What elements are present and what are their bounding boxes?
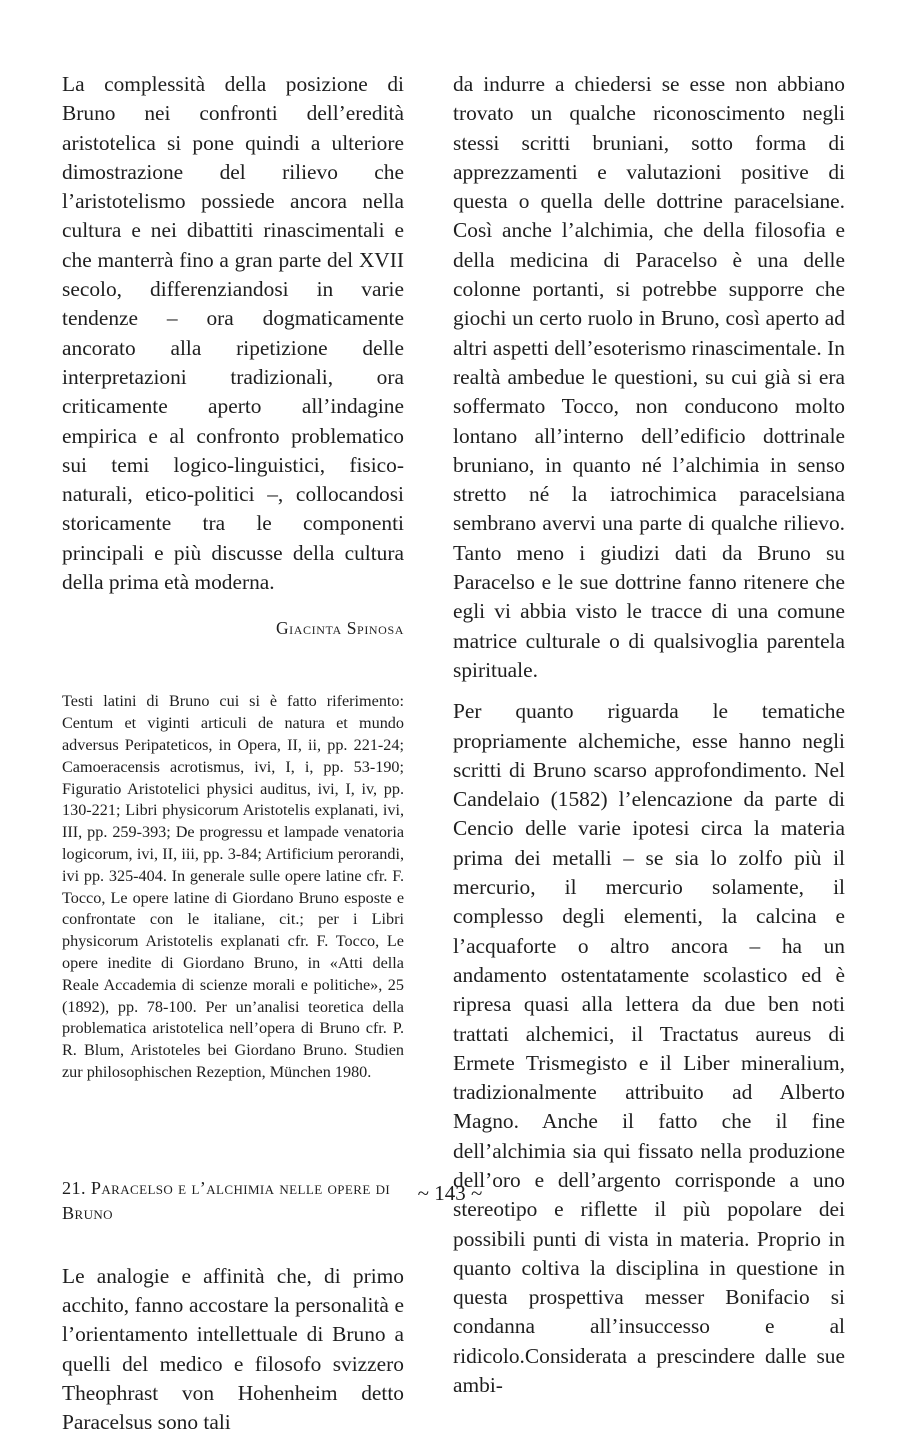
bibliography-note — [62, 691, 404, 1083]
section-paragraph: Le analogie e affinità che, di primo acchito, fanno accostare la personalità e l’orientamento intellettuale di Bruno a quelli del medico e filosofo svizzero Theophrast von Hohenheim detto Paracelsus sono tali — [62, 1263, 404, 1435]
section-heading: 21. Paracelso e l’alchimia nelle opere di Bruno — [62, 1177, 391, 1223]
left-paragraph-1: La complessità della posizione di Bruno nei confronti dell’eredità aristotelica si pone quindi a ulteriore dimostrazione del rilievo che l’aristotelismo possiede ancora nella cultura e nei dibattiti rinascimentali e che manterrà fino a gran parte del XVII secolo, differenziandosi in varie tendenze – ora dogmaticamente ancorato alla ripetizione delle interpretazioni tradizionali, ora criticamente aperto all’indagine empirica e al confronto problematico sui temi logico-linguistici, fisico-naturali, etico-politici –, collocandosi storicamente tra le componenti principali e più discusse della cultura della prima età moderna. — [62, 72, 404, 595]
left-column — [62, 70, 404, 1437]
page-number: ~ 143 ~ — [417, 1181, 483, 1205]
bibliography-note-text: Testi latini di Bruno cui si è fatto riferimento: Centum et viginti articuli de natura et mundo adversus Peripateticos, in Opera, II, ii, pp. 221-24; Camoeracensis acrotismus, ivi, I, i, pp. 53-190; Figuratio Aristotelici physici auditus, ivi, I, iv, pp. 130-221; Libri physicorum Aristotelis explanati, ivi, III, pp. 259-393; De progressu et lampade venatoria logicorum, ivi, II, iii, pp. 3-84; Artificium perorandi, ivi pp. 325-404. In generale sulle opere latine cfr. F. Tocco, Le opere latine di Giordano Bruno esposte e confrontate con le italiane, cit.; per i Libri physicorum Aristotelis explanati cfr. F. Tocco, Le opere inedite di Giordano Bruno, in «Atti della Reale Accademia di scienze morali e politiche», 25 (1892), pp. 78-100. Per un’analisi teoretica della problematica aristotelica nell’opera di Bruno cfr. P. R. Blum, Aristoteles bei Giordano Bruno. Studien zur philosophischen Rezeption, München 1980. — [62, 692, 404, 1081]
right-paragraph-1: da indurre a chiedersi se esse non abbiano trovato un qualche riconoscimento negli stessi scritti bruniani, sotto forma di apprezzamenti e valutazioni positive di questa o quella delle dottrine paracelsiane. Così anche l’alchimia, che della filosofia e della medicina di Paracelso è una delle colonne portanti, si potrebbe supporre che giochi un certo ruolo in Bruno, così aperto ad altri aspetti dell’esoterismo rinascimentale. In realtà ambedue le questioni, su cui già si era soffermato Tocco, non conducono molto lontano all’interno dell’edificio dottrinale bruniano, in quanto né l’alchimia in senso stretto né la iatrochimica paracelsiana sembrano avervi una parte di qualche rilievo. Tanto meno i giudizi dati da Bruno su Paracelso e le sue dottrine fanno ritenere che egli vi abbia visto le tracce di una comune matrice culturale o di qualsivoglia parentela spirituale. — [453, 72, 845, 682]
author-signature: Giacinta Spinosa — [275, 618, 404, 639]
right-paragraph-2: Per quanto riguarda le tematiche propriamente alchemiche, esse hanno negli scritti di Bruno scarso approfondimento. Nel Candelaio (1582) l’elencazione da parte di Cencio delle varie ipotesi circa la materia prima dei metalli – se sia lo zolfo più il mercurio, il mercurio solamente, il complesso degli elementi, la calcina e l’acquaforte o altro ancora – ha un andamento ostentatamente scolastico ed è ripresa quasi alla lettera da due ben noti trattati alchemici, il Tractatus aureus di Ermete Trismegisto e il Liber mineralium, tradizionalmente attribuito ad Alberto Magno. Anche il fatto che il fine dell’alchimia sia qui fissato nella produzione dell’oro e dell’argento corrisponde a uno stereotipo e riflette il più popolare dei possibili punti di vista in materia. Proprio in quanto coltiva la disciplina in questione in questa prospettiva messer Bonifacio si condanna all’insuccesso e al ridicolo.Considerata a prescindere dalle sue ambi- — [453, 699, 845, 1398]
